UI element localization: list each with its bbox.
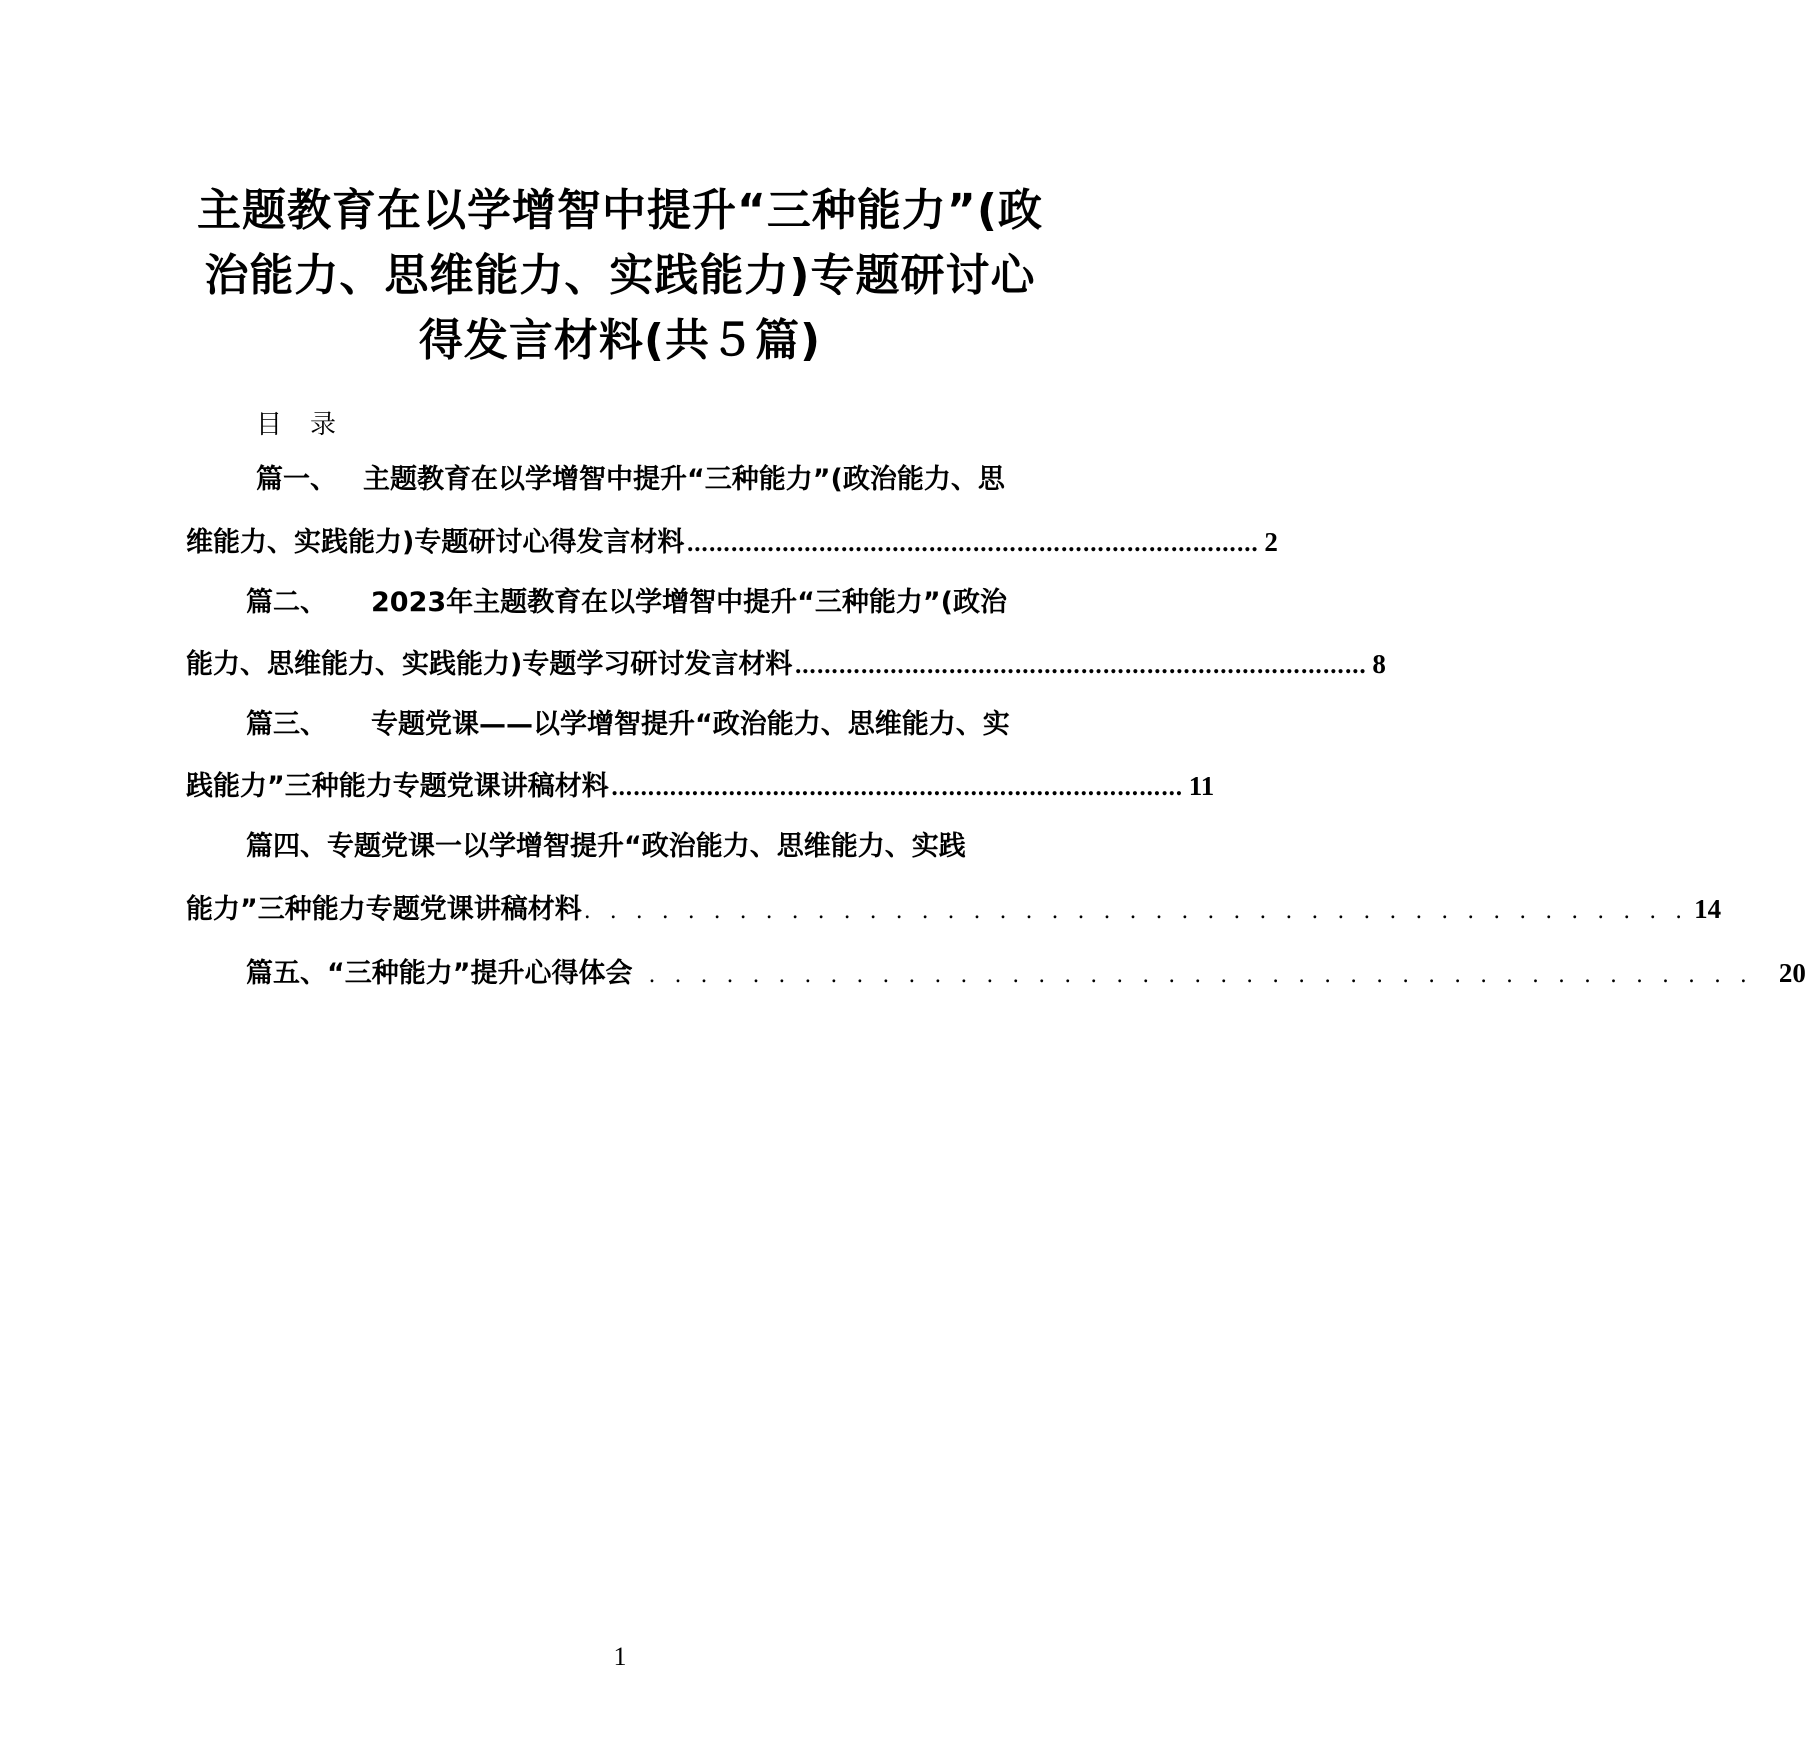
toc-entry-3-label: 篇三、	[246, 709, 327, 740]
toc-entry-3-line-1[interactable]	[246, 705, 1010, 745]
toc-entry-4-leader: . . . . . . . . . . . . . . . . . . . . . . . . . . . . . . . . . . . . . . . . . . .	[583, 899, 1689, 924]
toc-entry-5-leader: . . . . . . . . . . . . . . . . . . . . . . . . . . . . . . . . . . . . . . . . . . .	[648, 963, 1753, 988]
toc-entry-3-leader: ……………………………………………………………………	[610, 775, 1183, 801]
toc-entry-2-page: 8	[1372, 649, 1386, 679]
toc-entry-1-line-2[interactable]	[186, 522, 1278, 564]
toc-entry-4-text: 专题党课一以学增智提升“政治能力、思维能力、实践	[327, 831, 966, 862]
toc-entry-2-text-cont: 能力、思维能力、实践能力)专题学习研讨发言材料	[186, 649, 793, 680]
toc-entry-5-label: 篇五、	[246, 958, 327, 989]
title-line-3: 得发言材料(共５篇)	[418, 315, 822, 366]
toc-entry-1-text: 主题教育在以学增智中提升“三种能力”(政治能力、思	[363, 464, 1005, 495]
title-line-1: 主题教育在以学增智中提升“三种能力”(政	[197, 185, 1043, 236]
toc-heading: 目录	[256, 410, 365, 440]
toc-entry-5-line-1[interactable]	[246, 953, 1806, 996]
title-line-2: 治能力、思维能力、实践能力)专题研讨心	[204, 250, 1036, 301]
toc-entry-3-text: 专题党课——以学增智提升“政治能力、思维能力、实	[371, 709, 1010, 740]
toc-entry-3-page: 11	[1188, 771, 1215, 801]
toc-entry-4-page: 14	[1694, 894, 1722, 924]
toc-entry-3-text-cont: 践能力”三种能力专题党课讲稿材料	[186, 771, 609, 802]
toc-entry-4-line-2[interactable]	[186, 889, 1722, 932]
toc-entry-2-line-2[interactable]	[186, 644, 1386, 686]
toc-entry-1-label: 篇一、	[256, 464, 337, 495]
toc-entry-1-page: 2	[1264, 527, 1278, 557]
toc-entry-5-page: 20	[1778, 958, 1806, 988]
page-number: 1	[613, 1642, 627, 1671]
toc-entry-1-leader: ……………………………………………………………………	[686, 531, 1259, 557]
toc-entry-4-line-1[interactable]	[246, 827, 966, 867]
toc-entry-2-text: 2023年主题教育在以学增智中提升“三种能力”(政治	[371, 587, 1007, 618]
toc-entry-3-line-2[interactable]	[186, 766, 1215, 808]
toc-entry-5-text: “三种能力”提升心得体会	[327, 958, 633, 989]
toc-entry-4-text-cont: 能力”三种能力专题党课讲稿材料	[186, 894, 582, 925]
toc-entry-1-text-cont: 维能力、实践能力)专题研讨心得发言材料	[186, 527, 685, 558]
toc-entry-2-label: 篇二、	[246, 587, 327, 618]
toc-entry-2-line-1[interactable]	[246, 583, 1007, 623]
toc-entry-2-leader: ……………………………………………………………………	[794, 653, 1367, 679]
toc-entry-1-line-1[interactable]	[256, 460, 1005, 500]
toc-entry-4-label: 篇四、	[246, 831, 327, 862]
